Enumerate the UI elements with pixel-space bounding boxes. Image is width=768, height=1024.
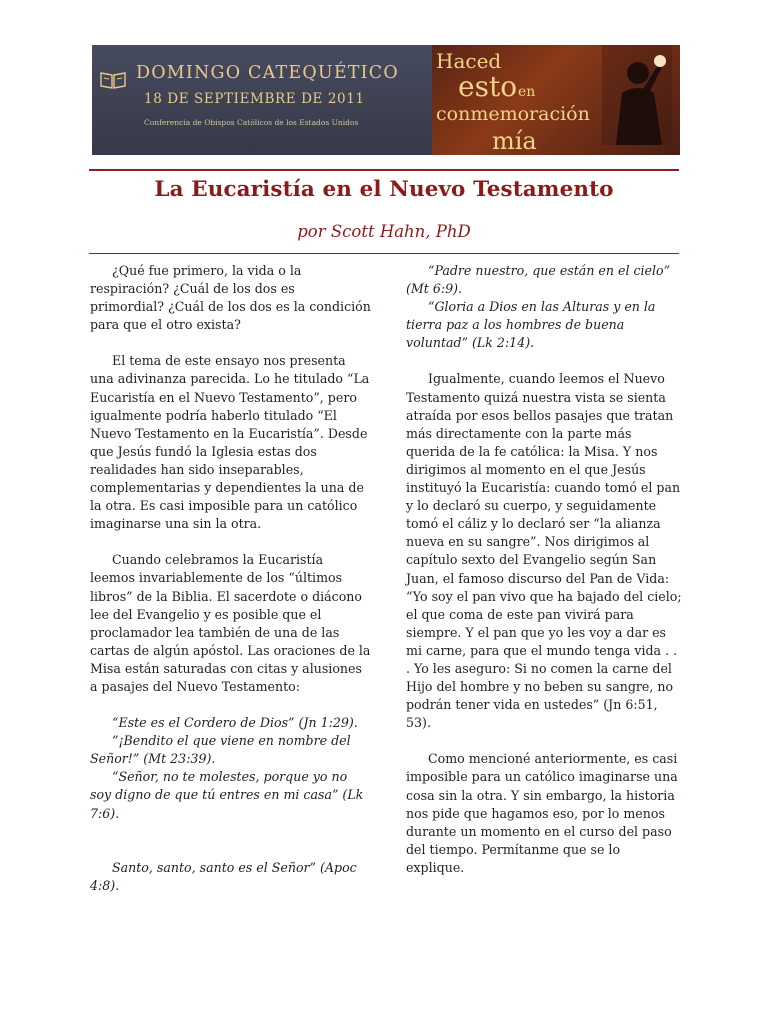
title-bottom-rule	[89, 253, 679, 254]
quote-1: “Este es el Cordero de Dios” (Jn 1:29).	[112, 715, 358, 731]
left-column	[90, 262, 372, 895]
quote-6: “Gloria a Dios en las Alturas y en la tierra paz a los hombres de buena voluntad” (Lk 2:14).	[406, 299, 656, 351]
quote-3: “Señor, no te molestes, porque yo no soy digno de que tú entres en mi casa” (Lk 7:6).	[90, 769, 364, 821]
paragraph-5: Como mencioné anteriormente, es casi imposible para un católico imaginarse una cosa sin la otra. Y sin embargo, la historia nos pide que hagamos eso, por lo menos durante un momento en el curso del paso del tiempo. Permítanme que se lo explique.	[406, 751, 678, 875]
slogan-line-2b: en	[518, 84, 536, 100]
quote-4: Santo, santo, santo es el Señor” (Apoc 4:8).	[90, 859, 357, 893]
article-author: por Scott Hahn, PhD	[297, 222, 471, 241]
slogan-line-2: esto	[458, 70, 518, 103]
paragraph-1: ¿Qué fue primero, la vida o la respiración? ¿Cuál de los dos es primordial? ¿Cuál de los dos es la condición para que el otro exista?	[90, 263, 371, 333]
banner-title: DOMINGO CATEQUÉTICO	[136, 63, 399, 83]
priest-silhouette-icon	[602, 45, 672, 145]
quote-2: “¡Bendito el que viene en nombre del Señor!” (Mt 23:39).	[90, 733, 351, 767]
right-column	[406, 262, 682, 877]
article-title: La Eucaristía en el Nuevo Testamento	[154, 177, 614, 202]
slogan-line-1: Haced	[436, 49, 502, 73]
slogan-line-3: conmemoración	[436, 103, 590, 125]
banner-organization: Conferencia de Obispos Católicos de los Estados Unidos	[144, 118, 359, 127]
slogan-line-4: mía	[492, 127, 537, 155]
banner-date: 18 DE SEPTIEMBRE DE 2011	[144, 91, 365, 107]
quote-5: “Padre nuestro, que están en el cielo” (Mt 6:9).	[406, 263, 671, 297]
title-top-rule	[89, 169, 679, 171]
banner-left-panel	[92, 45, 432, 155]
paragraph-3: Cuando celebramos la Eucaristía leemos invariablemente de los “últimos libros” de la Biblia. El sacerdote o diácono lee del Evangelio y es posible que el proclamador lea también de una de las cartas de algún apóstol. Las oraciones de la Misa están saturadas con citas y alusiones a pasajes del Nuevo Testamento:	[90, 552, 371, 694]
book-icon	[100, 71, 126, 89]
paragraph-4: Igualmente, cuando leemos el Nuevo Testamento quizá nuestra vista se sienta atraída por esos bellos pasajes que tratan más directamente con la parte más querida de la fe católica: la Misa. Y nos dirigimos al momento en el que Jesús instituyó la Eucaristía: cuando tomó el pan y lo declaró su cuerpo, y seguidamente tomó el cáliz y lo declaró ser “la alianza nueva en su sangre”. Nos dirigimos al capítulo sexto del Evangelio según San Juan, el famoso discurso del Pan de Vida: “Yo soy el pan vivo que ha bajado del cielo; el que coma de este pan vivirá para siempre. Y el pan que yo les voy a dar es mi carne, para que el mundo tenga vida . . . Yo les aseguro: Si no comen la carne del Hijo del hombre y no beben su sangre, no podrán tener vida en ustedes” (Jn 6:51, 53).	[406, 371, 682, 731]
paragraph-2: El tema de este ensayo nos presenta una adivinanza parecida. Lo he titulado “La Eucaristía en el Nuevo Testamento”, pero igualmente podría haberlo titulado “El Nuevo Testamento en la Eucaristía”. Desde que Jesús fundó la Iglesia estas dos realidades han sido inseparables, complementarias y dependientes la una de la otra. Es casi imposible para un católico imaginarse una sin la otra.	[90, 353, 370, 532]
header-banner	[92, 45, 680, 155]
